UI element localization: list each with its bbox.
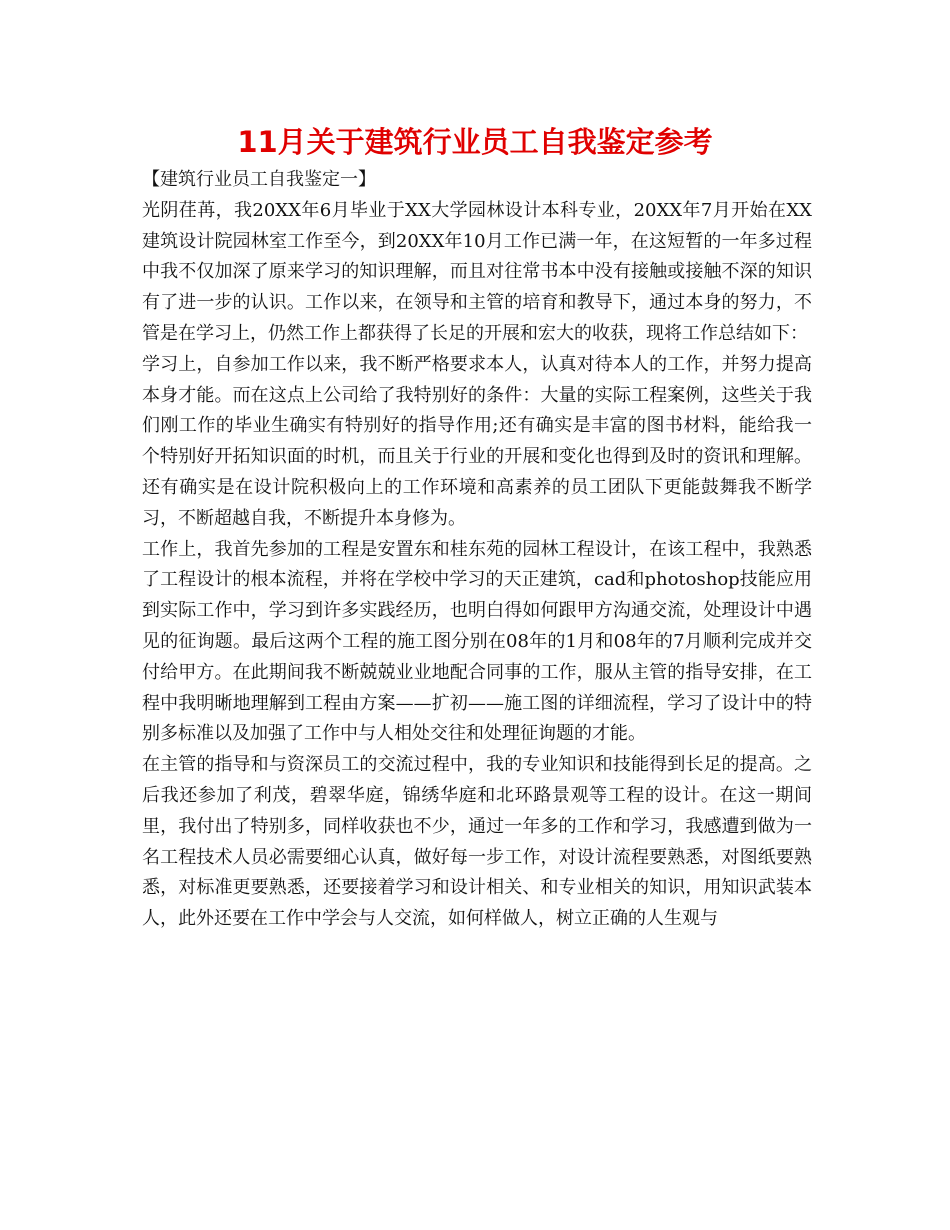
body-paragraph: 光阴荏苒，我20XX年6月毕业于XX大学园林设计本科专业，20XX年7月开始在XX建筑设计院园林室工作至今，到20XX年10月工作已满一年，在这短暂的一年多过程中我不仅加深了原来学习的知识理解，而且对往常书本中没有接触或接触不深的知识有了进一步的认识。工作以来，在领导和主管的培育和教导下，通过本身的努力，不管是在学习上，仍然工作上都获得了长足的开展和宏大的收获，现将工作总结如下： <box>142 199 812 344</box>
document-body <box>142 165 812 935</box>
body-paragraph: 学习上，自参加工作以来，我不断严格要求本人，认真对待本人的工作，并努力提高本身才能。而在这点上公司给了我特别好的条件：大量的实际工程案例，这些关于我们刚工作的毕业生确实有特别好的指导作用;还有确实是丰富的图书材料，能给我一个特别好开拓知识面的时机，而且关于行业的开展和变化也得到及时的资讯和理解。还有确实是在设计院积极向上的工作环境和高素养的员工团队下更能鼓舞我不断学习，不断超越自我，不断提升本身修为。 <box>142 353 812 529</box>
body-paragraph: 工作上，我首先参加的工程是安置东和桂东苑的园林工程设计，在该工程中，我熟悉了工程设计的根本流程，并将在学校中学习的天正建筑，cad和photoshop技能应用到实际工作中，学习到许多实践经历，也明白得如何跟甲方沟通交流，处理设计中遇见的征询题。最后这两个工程的施工图分别在08年的1月和08年的7月顺利完成并交付给甲方。在此期间我不断兢兢业业地配合同事的工作，服从主管的指导安排，在工程中我明晰地理解到工程由方案——扩初——施工图的详细流程，学习了设计中的特别多标准以及加强了工作中与人相处交往和处理征询题的才能。 <box>142 538 812 745</box>
body-paragraph: 在主管的指导和与资深员工的交流过程中，我的专业知识和技能得到长足的提高。之后我还参加了利茂，碧翠华庭，锦绣华庭和北环路景观等工程的设计。在这一期间里，我付出了特别多，同样收获也不少，通过一年多的工作和学习，我感遭到做为一名工程技术人员必需要细心认真，做好每一步工作，对设计流程要熟悉，对图纸要熟悉，对标准更要熟悉，还要接着学习和设计相关、和专业相关的知识，用知识武装本人，此外还要在工作中学会与人交流，如何样做人，树立正确的人生观与 <box>142 754 812 930</box>
section-heading: 【建筑行业员工自我鉴定一】 <box>142 169 376 190</box>
document-title: 11月关于建筑行业员工自我鉴定参考 <box>237 125 713 159</box>
